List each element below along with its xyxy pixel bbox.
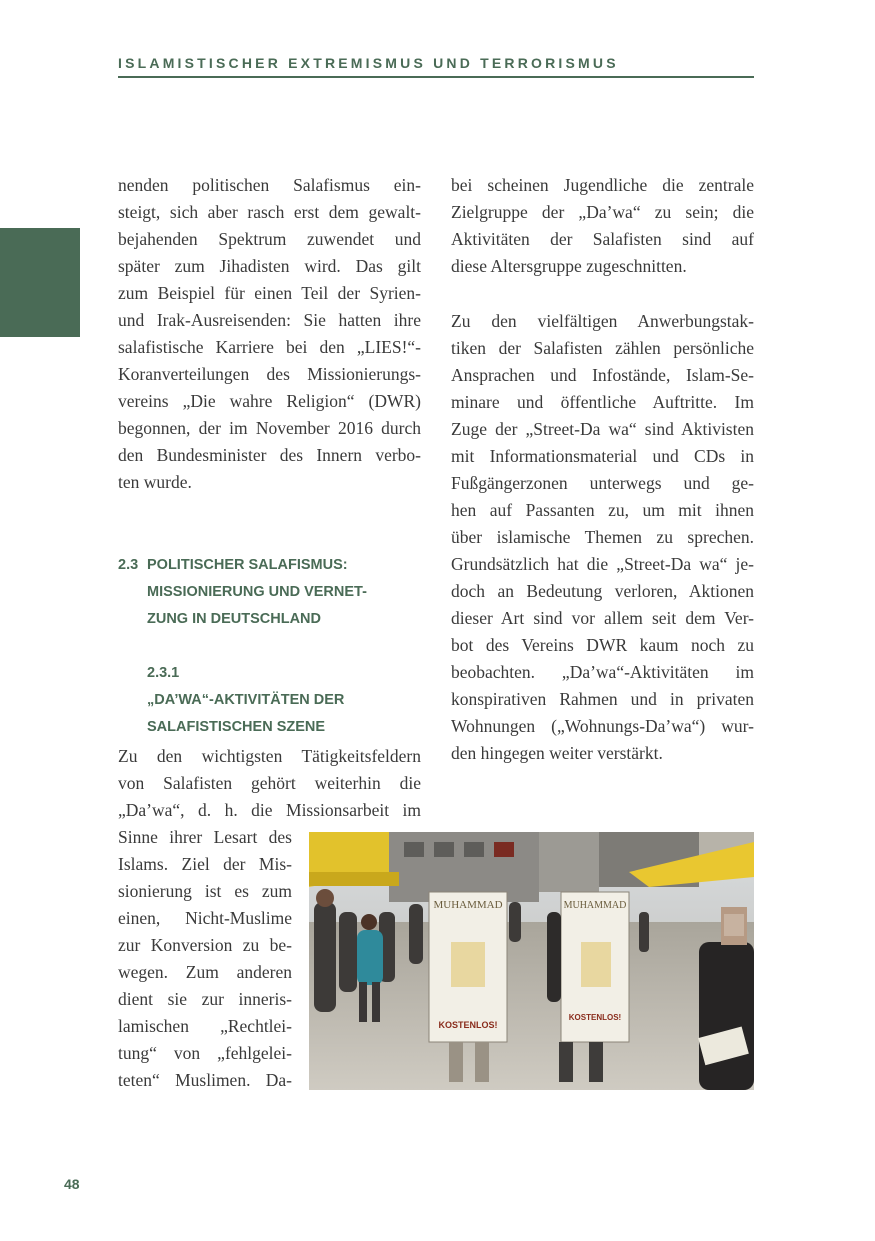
text-line: Fußgängerzonen unterwegs und ge- bbox=[451, 473, 754, 493]
text-line: sionierung ist es zum bbox=[118, 881, 292, 901]
page-number: 48 bbox=[64, 1176, 80, 1192]
text-line: diese Altersgruppe zugeschnitten. bbox=[451, 256, 687, 276]
text-line: Koranverteilungen des Missionierungs- bbox=[118, 364, 421, 384]
text-line: dient sie zur inneris- bbox=[118, 989, 292, 1009]
text-line: begonnen, der im November 2016 durch bbox=[118, 418, 421, 438]
sign-right-bottom: KOSTENLOS! bbox=[568, 1013, 622, 1022]
running-header: ISLAMISTISCHER EXTREMISMUS UND TERRORISMUS bbox=[118, 55, 619, 71]
subsection-heading bbox=[118, 660, 421, 741]
text-line: minare und öffentliche Auftritte. Im bbox=[451, 392, 754, 412]
text-line: teten“ Muslimen. Da- bbox=[118, 1070, 292, 1090]
text-line: Aktivitäten der Salafisten sind auf bbox=[451, 229, 754, 249]
text-line: Grundsätzlich hat die „Street-Da wa“ je- bbox=[451, 554, 754, 574]
section-title-line-2: MISSIONIERUNG UND VERNET- bbox=[147, 584, 367, 600]
subsection-title-line-1: „DA’WA“-AKTIVITÄTEN DER bbox=[147, 692, 345, 708]
text-line: später zum Jihadisten wird. Das gilt bbox=[118, 256, 421, 276]
street-dawa-photo bbox=[309, 832, 754, 1090]
text-line: Zielgruppe der „Da’wa“ zu sein; die bbox=[451, 202, 754, 222]
text-line: steigt, sich aber rasch erst dem gewalt- bbox=[118, 202, 421, 222]
text-line: „Da’wa“, d. h. die Missionsarbeit im bbox=[118, 800, 421, 820]
text-line: hen auf Passanten zu, um mit ihnen bbox=[451, 500, 754, 520]
right-column-paragraph-2 bbox=[451, 308, 754, 767]
text-line: zum Beispiel für einen Teil der Syrien- bbox=[118, 283, 421, 303]
text-line: vereins „Die wahre Religion“ (DWR) bbox=[118, 391, 421, 411]
subsection-title-line-2: SALAFISTISCHEN SZENE bbox=[147, 719, 326, 735]
text-line: bot des Vereins DWR kaum noch zu bbox=[451, 635, 754, 655]
text-line: konspirativen Rahmen und in privaten bbox=[451, 689, 754, 709]
text-line: über islamische Themen zu sprechen. bbox=[451, 527, 754, 547]
subsection-number: 2.3.1 bbox=[147, 665, 180, 681]
text-line: Wohnungen („Wohnungs-Da’wa“) wur- bbox=[451, 716, 754, 736]
text-line: tung“ von „fehlgelei- bbox=[118, 1043, 292, 1063]
right-column-paragraph-1 bbox=[451, 172, 754, 280]
text-line: doch an Bedeutung verloren, Aktionen bbox=[451, 581, 754, 601]
section-title-line-3: ZUNG IN DEUTSCHLAND bbox=[147, 611, 321, 627]
text-line: tiken der Salafisten zählen persönliche bbox=[451, 338, 754, 358]
text-line: bejahenden Spektrum zuwendet und bbox=[118, 229, 421, 249]
sign-right-top: MUHAMMAD bbox=[563, 900, 627, 911]
text-line: Islams. Ziel der Mis- bbox=[118, 854, 292, 874]
text-line: von Salafisten gehört weiterhin die bbox=[118, 773, 421, 793]
left-column-paragraph-2-full bbox=[118, 743, 421, 824]
section-number: 2.3 bbox=[118, 557, 139, 573]
text-line: ten wurde. bbox=[118, 472, 192, 492]
text-line: beobachten. „Da’wa“-Aktivitäten im bbox=[451, 662, 754, 682]
text-line: den Bundesminister des Innern verbo- bbox=[118, 445, 421, 465]
left-column-paragraph-1 bbox=[118, 172, 421, 496]
text-line: Zu den wichtigsten Tätigkeitsfeldern bbox=[118, 746, 421, 766]
text-line: Zu den vielfältigen Anwerbungstak- bbox=[451, 311, 754, 331]
text-line: salafistische Karriere bei den „LIES!“- bbox=[118, 337, 421, 357]
text-line: Zuge der „Street-Da wa“ sind Aktivisten bbox=[451, 419, 754, 439]
text-line: bei scheinen Jugendliche die zentrale bbox=[451, 175, 754, 195]
text-line: und Irak-Ausreisenden: Sie hatten ihre bbox=[118, 310, 421, 330]
text-line: einen, Nicht-Muslime bbox=[118, 908, 292, 928]
chapter-side-tab bbox=[0, 228, 80, 337]
text-line: dieser Art sind vor allem seit dem Ver- bbox=[451, 608, 754, 628]
text-line: lamischen „Rechtlei- bbox=[118, 1016, 292, 1036]
sign-left-bottom: KOSTENLOS! bbox=[438, 1020, 498, 1030]
sign-left-top: MUHAMMAD bbox=[433, 899, 503, 911]
section-title-line-1: POLITISCHER SALAFISMUS: bbox=[147, 557, 348, 573]
text-line: Sinne ihrer Lesart des bbox=[118, 827, 292, 847]
header-rule bbox=[118, 76, 754, 78]
text-line: den hingegen weiter verstärkt. bbox=[451, 743, 663, 763]
text-line: wegen. Zum anderen bbox=[118, 962, 292, 982]
section-heading bbox=[118, 552, 421, 633]
text-line: mit Informationsmaterial und CDs in bbox=[451, 446, 754, 466]
left-column-paragraph-2-narrow bbox=[118, 824, 292, 1094]
text-line: zur Konversion zu be- bbox=[118, 935, 292, 955]
text-line: Ansprachen und Infostände, Islam-Se- bbox=[451, 365, 754, 385]
text-line: nenden politischen Salafismus ein- bbox=[118, 175, 421, 195]
